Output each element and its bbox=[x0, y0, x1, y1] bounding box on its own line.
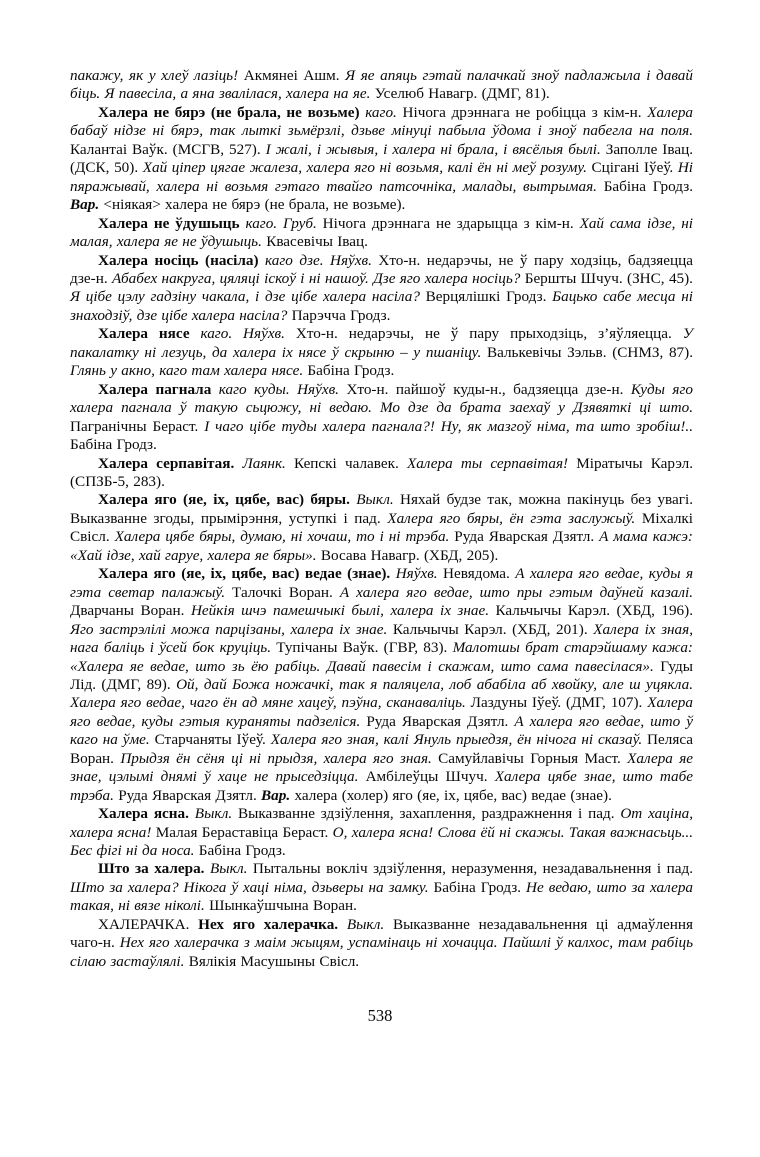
text-run: Халера яго ведае, куды гэтыя кураняты падзеліся. bbox=[70, 694, 693, 730]
text-run: Малотшы брат старэйшаму кажа: «Халера яе ведае, што зь ёю рабіць. Давай павесім і скажам, што сама павесілася». bbox=[70, 639, 693, 675]
text-run: Халера цябе знае, што табе трэба. bbox=[70, 768, 694, 804]
text-run: Пагранічны Бераст. bbox=[70, 417, 205, 435]
text-run: Невядома. bbox=[443, 565, 516, 583]
paragraph bbox=[70, 565, 693, 805]
text-run: Выкл. bbox=[346, 915, 393, 933]
text-run: Малая Бераставіца Бераст. bbox=[155, 823, 333, 841]
text-run: Халера яго зная, калі Януль прыедзя, ён нічога ні сказаў. bbox=[270, 731, 648, 749]
text-run: Выказванне незадавальнення ці адмаўлення чаго-н. bbox=[70, 915, 694, 952]
paragraph bbox=[70, 67, 693, 104]
text-run: каго дзе. Няўхв. bbox=[265, 251, 379, 269]
text-run: Заполле Івац. (ДСК, 50). bbox=[70, 140, 693, 177]
text-run: Выкл. bbox=[356, 491, 401, 509]
text-run: каго куды. Няўхв. bbox=[218, 380, 347, 398]
text-run: Бабіна Гродз. bbox=[70, 436, 157, 454]
text-run: Руда Яварская Дзятл. bbox=[366, 712, 515, 730]
text-run: Бабіна Гродз. bbox=[198, 842, 286, 860]
text-run: Халера серпавітая. bbox=[98, 454, 243, 472]
text-run: Яго застрэлілі можа парцізаны, халера іх знае. bbox=[70, 620, 393, 638]
text-run: От хаціна, халера ясна! bbox=[70, 805, 693, 841]
paragraph bbox=[70, 104, 693, 215]
text-run: Ні пяражывай, халера ні возьмя гэтаго твайго патсочніка, малады, вытрымая. bbox=[70, 159, 693, 195]
text-run: А халера яго ведае, што пры гэтым даўней казалі. bbox=[339, 583, 693, 601]
text-run: Хто-н. пайшоў куды-н., бадзяецца дзе-н. bbox=[346, 380, 631, 398]
text-run: Халера іх зная, нага баліць і ўсей бок круціць. bbox=[70, 620, 694, 657]
text-run: Старчаняты Іўеў. bbox=[154, 731, 271, 749]
text-run: Абабех накруга, цяляці іскоў і ні нашоў. Дзе яго халера носіць? bbox=[112, 269, 525, 287]
text-run: Шынкаўшчына Воран. bbox=[209, 897, 357, 915]
text-run: Халера бабаў нідзе ні бярэ, так лыткі зьмёрзлі, дзьве мінуці пабыла ўдома і зноў пабегла на поля. bbox=[70, 103, 694, 140]
text-run: Я цібе цэлу гадзіну чакала, і дзе цібе халера насіла? bbox=[70, 288, 426, 306]
text-run: Парэчча Гродз. bbox=[291, 306, 391, 324]
text-run: Пытальны вокліч здзіўлення, неразумення, незадавальнення і пад. bbox=[252, 860, 693, 878]
text-run: Вар. bbox=[70, 196, 104, 214]
text-run: Нейкія шчэ памешчыкі былі, халера іх знае. bbox=[190, 602, 496, 620]
text-run: Бабіна Гродз. bbox=[433, 878, 527, 896]
text-run: Нех яго халерачка. bbox=[198, 915, 347, 933]
text-run: каго. Няўхв. bbox=[200, 325, 296, 343]
text-run: Халера носіць (насіла) bbox=[98, 251, 266, 269]
paragraph bbox=[70, 381, 693, 455]
text-run: Няхай будзе так, можна пакінуць без увагі. Выказванне згоды, прымірэння, уступкі і пад. bbox=[70, 491, 694, 527]
text-run: Міхалкі Свісл. bbox=[70, 509, 693, 546]
text-run: Выказванне здзіўлення, захаплення, раздражнення і пад. bbox=[238, 805, 621, 823]
text-run: Нічога дрэннага не здарыцца з кім-н. bbox=[322, 214, 580, 232]
text-run: Выкл. bbox=[194, 805, 239, 823]
text-run: Халера яго бяры, ён гэта заслужыў. bbox=[387, 509, 642, 527]
text-run: Кальчычы Карэл. (ХБД, 201). bbox=[392, 620, 594, 638]
text-run: каго. bbox=[365, 103, 403, 121]
text-run: <ніякая> халера не бярэ (не брала, не возьме). bbox=[103, 196, 406, 214]
text-run: Дварчаны Воран. bbox=[70, 602, 191, 620]
text-run: І чаго цібе туды халера пагнала?! Ну, як мазгоў німа, та што зробіш!.. bbox=[204, 417, 693, 435]
paragraph bbox=[70, 805, 693, 860]
text-run: Халера не ўдушыць bbox=[98, 214, 246, 232]
text-run: Глянь у акно, каго там халера нясе. bbox=[70, 362, 308, 380]
text-run: Акмянеі Ашм. bbox=[243, 67, 346, 84]
text-run: А халера яго ведае, што ў каго на ўме. bbox=[70, 712, 693, 749]
text-run: пакажу, як у хлеў лазіць! bbox=[70, 67, 244, 84]
text-run: халера (холер) яго (яе, іх, цябе, вас) ведае (знае). bbox=[294, 786, 612, 804]
text-run: каго. Груб. bbox=[245, 214, 323, 232]
text-run: Пеляса Воран. bbox=[70, 731, 693, 767]
paragraph bbox=[70, 455, 693, 492]
text-run: Руда Яварская Дзятл. bbox=[454, 528, 600, 546]
text-run: Талочкі Воран. bbox=[232, 583, 340, 601]
text-run: Халера не бярэ (не брала, не возьме) bbox=[98, 103, 366, 121]
text-run: У пакалатку ні лезуць, да халера іх нясе ў скрыню – у пшаніцу. bbox=[70, 325, 693, 361]
text-run: Кепскі чалавек. bbox=[294, 454, 407, 472]
text-run: Лаздуны Іўеў. (ДМГ, 107). bbox=[470, 694, 648, 712]
text-run: Нічога дрэннага не робіцца з кім-н. bbox=[402, 103, 648, 121]
text-run: Гуды Лід. (ДМГ, 89). bbox=[70, 657, 693, 693]
text-run: Не ведаю, што за халера такая, ні вязе ніколі. bbox=[70, 878, 694, 915]
text-run: Уселюб Навагр. (ДМГ, 81). bbox=[374, 85, 550, 103]
text-run: Што за халера? Нікога ў хаці німа, дзьверы на замку. bbox=[70, 878, 434, 896]
text-run: Што за халера. bbox=[98, 860, 210, 878]
text-run: Амбілеўцы Шчуч. bbox=[365, 768, 495, 786]
paragraph bbox=[70, 916, 693, 971]
text-run: Халера ты серпавітая! bbox=[406, 454, 577, 472]
text-run: Выкл. bbox=[210, 860, 253, 878]
text-run: Хай сама ідзе, ні малая, халера яе не ўдушыць. bbox=[70, 214, 694, 251]
text-run: Руда Яварская Дзятл. bbox=[118, 786, 262, 804]
text-run: Бершты Шчуч. (ЗНС, 45). bbox=[524, 269, 693, 287]
text-run: Хто-н. недарэчы, не ў пару ходзіць, бадзяецца дзе-н. bbox=[70, 251, 694, 287]
text-body bbox=[70, 67, 693, 971]
text-run: Халера нясе bbox=[98, 325, 201, 343]
text-run: Нех яго халерачка з маім жыцям, успамінаць ні хочацца. Пайшлі ў калхос, там рабіць сілаю застаўлялі. bbox=[70, 934, 694, 970]
text-run: Тупічаны Ваўк. (ГВР, 83). bbox=[276, 639, 453, 657]
text-run: Халера яе знае, цэлымі днямі ў хаце не прыседзіцца. bbox=[70, 749, 693, 786]
text-run: Халера яго (яе, іх, цябе, вас) ведае (знае). bbox=[98, 565, 396, 583]
text-run: Квасевічы Івац. bbox=[266, 233, 368, 251]
text-run: Я яе апяць гэтай палачкай зноў падлажыла і давай біць. Я павесіла, а яна звалілася, халера на яе. bbox=[70, 67, 693, 103]
text-run: Халера яго (яе, іх, цябе, вас) бяры. bbox=[98, 491, 357, 509]
text-run: Куды яго халера пагнала ў такую сьцюжу, ні ведаю. Мо дзе да брата заехаў у Дзявяткі ці што. bbox=[70, 380, 693, 417]
paragraph bbox=[70, 860, 693, 915]
text-run: Восава Навагр. (ХБД, 205). bbox=[320, 546, 499, 564]
text-run: І жалі, і жывыя, і халера ні брала, і вясёлыя былі. bbox=[265, 140, 606, 158]
text-run: А мама кажэ: «Хай ідзе, хай гаруе, халера яе бяры». bbox=[70, 528, 693, 564]
text-run: Бацько сабе месца ні знаходзіў, дзе цібе халера насіла? bbox=[70, 288, 693, 324]
text-run: Бабіна Гродз. bbox=[307, 362, 395, 380]
text-run: Вар. bbox=[261, 786, 295, 804]
text-run: Халера ясна. bbox=[98, 805, 195, 823]
text-run: Валькевічы Зэльв. (СНМЗ, 87). bbox=[486, 343, 694, 361]
text-run: Сцігані Іўеў. bbox=[591, 159, 678, 177]
text-run: О, халера ясна! Слова ёй ні скажы. Такая важнасьць... Бес фігі ні да носа. bbox=[70, 823, 693, 860]
text-run: Кальчычы Карэл. (ХБД, 196). bbox=[495, 602, 693, 620]
text-run: Халера пагнала bbox=[98, 380, 219, 398]
text-run: Бабіна Гродз. bbox=[603, 177, 693, 195]
text-run: Верцялішкі Гродз. bbox=[425, 288, 553, 306]
text-run: Вялікія Масушыны Свісл. bbox=[188, 952, 360, 970]
text-run: Прыдзя ён сёня ці ні прыдзя, халера яго зная. bbox=[120, 749, 439, 767]
paragraph bbox=[70, 252, 693, 326]
text-run: Хай ціпер цягае жалеза, халера яго ні возьмя, калі ён ні меў розуму. bbox=[142, 159, 592, 177]
text-run: Ой, дай Божа ножачкі, так я паляцела, лоб абабіла аб хвойку, але ш уцякла. Халера яго ведае, чаго ён ад мяне хацеў, пэўна, сканаваліць. bbox=[70, 675, 694, 712]
paragraph bbox=[70, 215, 693, 252]
text-run: Халера цябе бяры, думаю, ні хочаш, то і ні трэба. bbox=[114, 528, 455, 546]
text-run: Міратычы Карэл. (СПЗБ-5, 283). bbox=[70, 454, 694, 490]
paragraph bbox=[70, 491, 693, 565]
text-run: Няўхв. bbox=[395, 565, 444, 583]
paragraph bbox=[70, 325, 693, 380]
text-run: Самуйлавічы Горныя Маст. bbox=[438, 749, 628, 767]
text-run: Хто-н. недарэчы, не ў пару прыходзіць, з’яўляецца. bbox=[295, 325, 683, 343]
text-run: А халера яго ведае, куды я гэта светар палажыў. bbox=[70, 565, 694, 601]
page-number: 538 bbox=[367, 1006, 393, 1025]
text-run: Лаянк. bbox=[242, 454, 295, 472]
text-run: Калантаі Ваўк. (МСГВ, 527). bbox=[70, 140, 266, 158]
text-run: ХАЛЕРАЧКА. bbox=[98, 915, 199, 933]
